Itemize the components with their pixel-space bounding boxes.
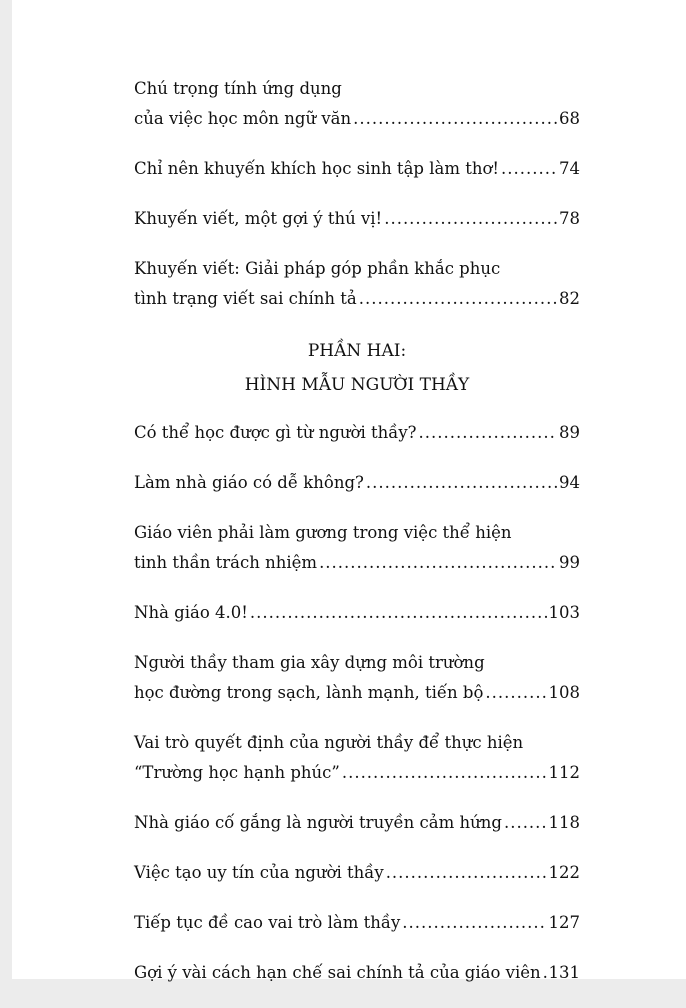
toc-entry [134,518,580,578]
toc-page-number: 127 [548,913,580,932]
toc-page-number: 78 [559,209,580,228]
dot-leader [384,204,557,234]
toc-entry [134,254,580,314]
dot-leader [342,758,547,788]
dot-leader [359,284,557,314]
toc-page-number: 122 [548,863,580,882]
toc-page-number: 108 [548,683,580,702]
toc-entry-title: Giáo viên phải làm gương trong việc thể hiện [134,523,512,542]
toc-entry-title: tinh thần trách nhiệm [134,553,318,572]
dot-leader [353,104,557,134]
toc-entry [134,204,580,234]
toc-entry-title: Chú trọng tính ứng dụng [134,79,342,98]
dot-leader [402,908,546,938]
toc-page-number: 99 [559,553,580,572]
toc-entry [134,418,580,448]
toc-entry [134,74,580,134]
toc-entry [134,908,580,938]
dot-leader [386,858,547,888]
section-title: HÌNH MẪU NGƯỜI THẦY [244,375,470,395]
toc-page-number: 118 [548,813,580,832]
dot-leader [319,548,557,578]
toc-entry-title: Có thể học được gì từ người thầy? [134,423,417,442]
toc-entry-title: của việc học môn ngữ văn [134,109,352,128]
toc-entry [134,958,580,988]
toc-entry-title: học đường trong sạch, lành mạnh, tiến bộ [134,683,484,702]
toc-entry [134,858,580,888]
dot-leader [501,154,557,184]
toc-page-number: 131 [548,963,580,982]
dot-leader [419,418,557,448]
toc-entry-title: “Trường học hạnh phúc” [134,763,340,782]
toc-entry [134,648,580,708]
toc-entry-title: Nhà giáo cố gắng là người truyền cảm hứng [134,813,502,832]
dot-leader [543,958,547,988]
dot-leader [504,808,547,838]
toc-entry [134,808,580,838]
dot-leader [250,598,547,628]
section-part-label: PHẦN HAI: [307,341,407,361]
toc-entry [134,468,580,498]
toc-entry-title: Tiếp tục đề cao vai trò làm thầy [134,913,401,932]
toc-entry-title: Làm nhà giáo có dễ không? [134,473,364,492]
toc-entry-title: Chỉ nên khuyến khích học sinh tập làm thơ! [134,159,500,178]
toc-page-number: 112 [548,763,580,782]
toc-page-number: 74 [559,159,580,178]
toc-entry [134,728,580,788]
toc-page-number: 82 [559,289,580,308]
toc-entry-title: tình trạng viết sai chính tả [134,289,357,308]
toc-entry [134,598,580,628]
toc-entry-title: Gợi ý vài cách hạn chế sai chính tả của giáo viên [134,963,541,982]
section-heading [134,334,580,402]
toc-entry [134,154,580,184]
toc-page-number: 94 [559,473,580,492]
table-of-contents [134,74,580,1008]
toc-entry-title: Khuyến viết: Giải pháp góp phần khắc phục [134,259,501,278]
toc-entry-title: Người thầy tham gia xây dựng môi trường [134,653,485,672]
toc-entry-title: Khuyến viết, một gợi ý thú vị! [134,209,383,228]
book-page [12,0,686,982]
toc-entry-title: Việc tạo uy tín của người thầy [134,863,384,882]
toc-page-number: 103 [548,603,580,622]
toc-page-number: 89 [559,423,580,442]
toc-entry-title: Nhà giáo 4.0! [134,603,248,622]
toc-entry-title: Vai trò quyết định của người thầy để thực hiện [134,733,524,752]
toc-page-number: 68 [559,109,580,128]
dot-leader [485,678,546,708]
dot-leader [366,468,557,498]
